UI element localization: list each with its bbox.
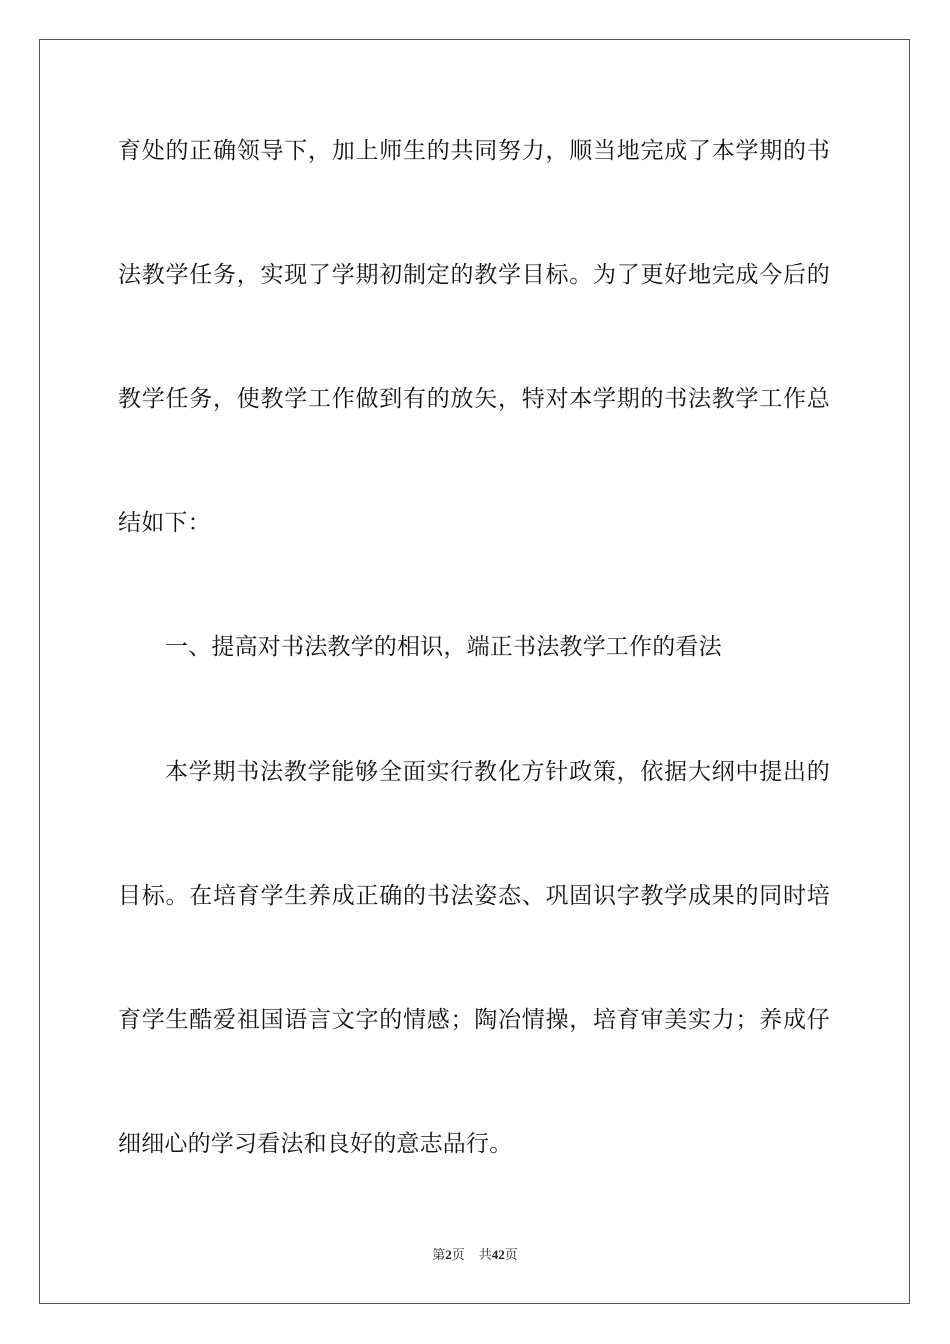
body-line-4: 结如下： [118,510,211,536]
body-line-7: 目标。在培育学生养成正确的书法姿态、巩固识字教学成果的同时培 [118,883,830,909]
footer-prefix: 第 [432,1247,446,1262]
footer-total-pages: 42 [491,1247,505,1262]
body-line-2: 法教学任务，实现了学期初制定的教学目标。为了更好地完成今后的 [118,262,830,288]
body-line-8: 育学生酷爱祖国语言文字的情感；陶冶情操，培育审美实力；养成仔 [118,1007,830,1033]
section-heading: 一、提高对书法教学的相识，端正书法教学工作的看法 [165,634,722,660]
body-line-1: 育处的正确领导下，加上师生的共同努力，顺当地完成了本学期的书 [118,138,830,164]
page-frame [39,39,910,1304]
body-line-3: 教学任务，使教学工作做到有的放矢，特对本学期的书法教学工作总 [118,386,830,412]
footer-page-suffix: 页 [451,1247,465,1262]
page-footer [0,1246,950,1264]
body-line-9: 细细心的学习看法和良好的意志品行。 [118,1131,513,1157]
footer-total-prefix: 共 [478,1247,492,1262]
footer-current-page: 2 [445,1247,452,1262]
footer-total-suffix: 页 [504,1247,518,1262]
body-line-6: 本学期书法教学能够全面实行教化方针政策，依据大纲中提出的 [165,759,830,785]
